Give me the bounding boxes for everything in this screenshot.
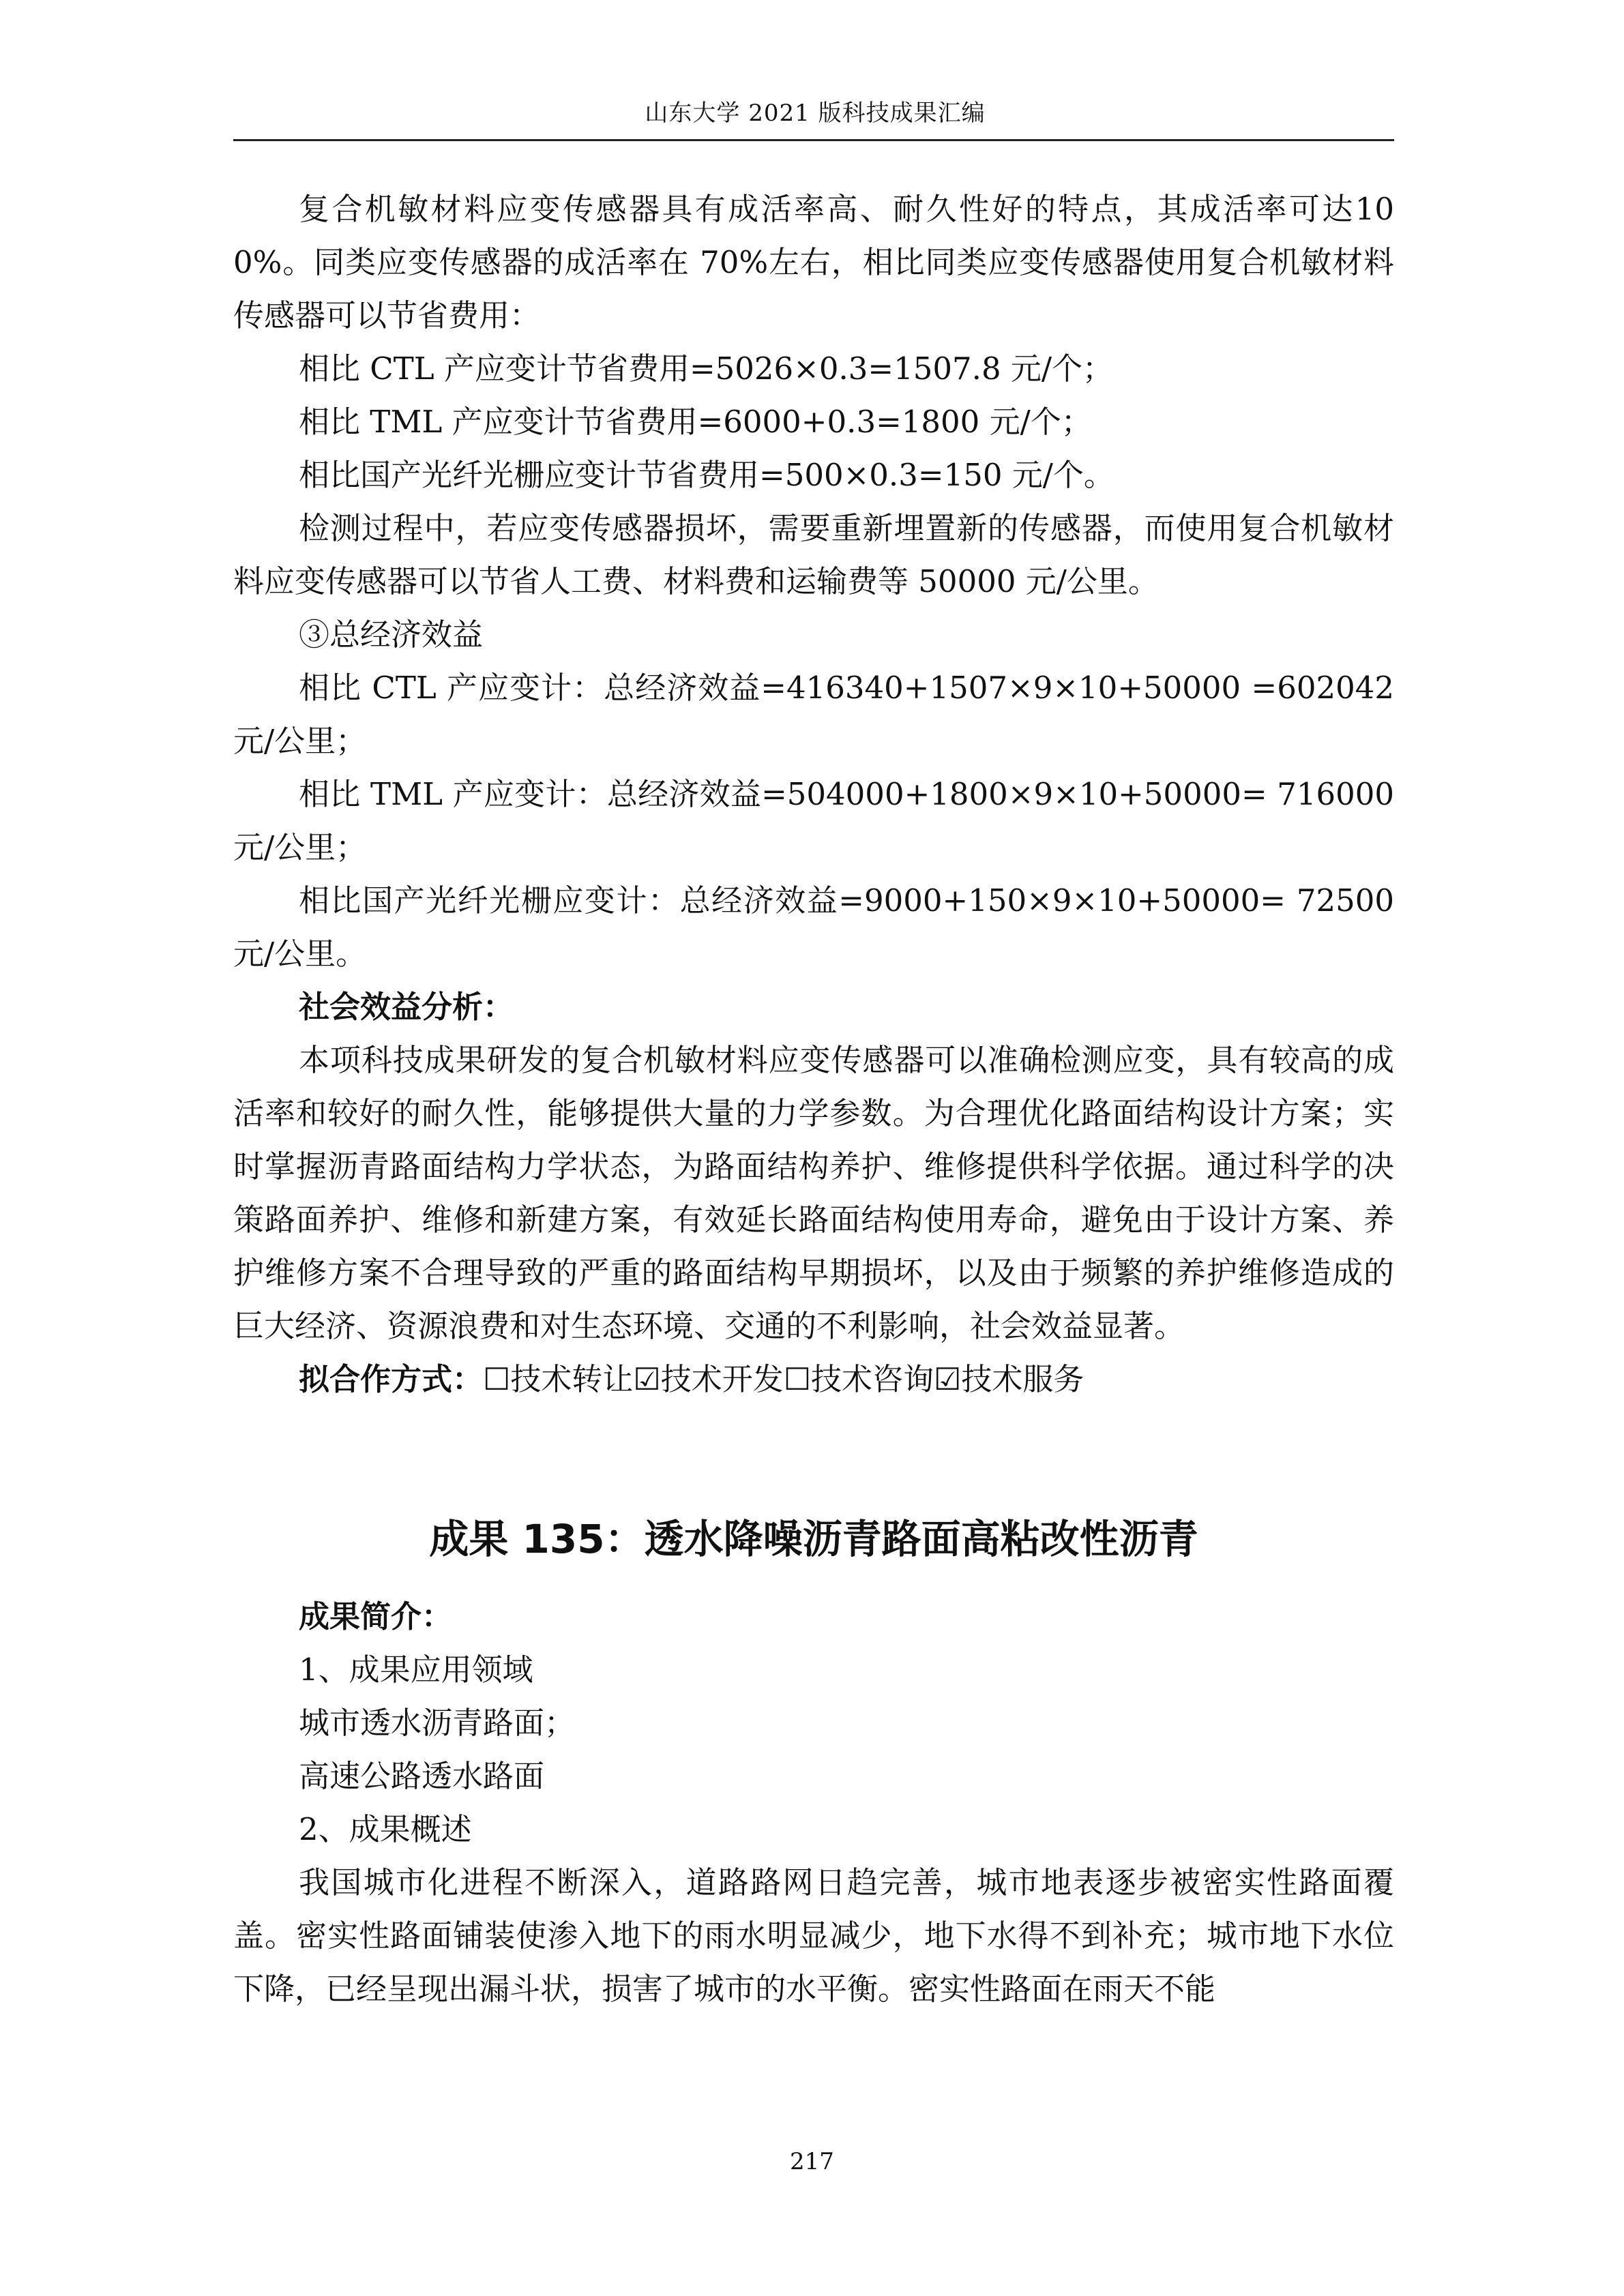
section-title: 成果 135：透水降噪沥青路面高粘改性沥青: [429, 1516, 1198, 1562]
paragraph-fbg-total: 相比国产光纤光栅应变计：总经济效益=9000+150×9×10+50000= 72500 元/公里。: [233, 882, 1394, 972]
page-number: 217: [790, 2148, 834, 2175]
paragraph-tml-saving: 相比 TML 产应变计节省费用=6000+0.3=1800 元/个；: [299, 404, 1092, 440]
intro-heading: 成果简介：: [299, 1598, 453, 1635]
overview-text: 我国城市化进程不断深入，道路路网日趋完善，城市地表逐步被密实性路面覆盖。密实性路面铺装使渗入地下的雨水明显减少，地下水得不到补充；城市地下水位下降，已经呈现出漏斗状，损害了城市的水平衡。密实性路面在雨天不能: [233, 1864, 1394, 2007]
social-benefit-text: 本项科技成果研发的复合机敏材料应变传感器可以准确检测应变，具有较高的成活率和较好的耐久性，能够提供大量的力学参数。为合理优化路面结构设计方案；实时掌握沥青路面结构力学状态，为路面结构养护、维修提供科学依据。通过科学的决策路面养护、维修和新建方案，有效延长路面结构使用寿命，避免由于设计方案、养护维修方案不合理导致的严重的路面结构早期损坏，以及由于频繁的养护维修造成的巨大经济、资源浪费和对生态环境、交通的不利影响，社会效益显著。: [233, 1042, 1394, 1344]
paragraph-total-benefit-heading: ③总经济效益: [299, 616, 484, 653]
header-rule: [233, 139, 1394, 141]
running-header: 山东大学 2021 版科技成果汇编: [645, 100, 986, 127]
paragraph-replacement-saving: 检测过程中，若应变传感器损坏，需要重新埋置新的传感器，而使用复合机敏材料应变传感器可以节省人工费、材料费和运输费等 50000 元/公里。: [233, 510, 1394, 599]
cooperation-label: 拟合作方式：: [299, 1361, 484, 1397]
overview-heading: 2、成果概述: [299, 1811, 472, 1847]
paragraph-survival-rate: 复合机敏材料应变传感器具有成活率高、耐久性好的特点，其成活率可达100%。同类应变传感器的成活率在 70%左右，相比同类应变传感器使用复合机敏材料传感器可以节省费用：: [233, 191, 1394, 333]
paragraph-tml-total: 相比 TML 产应变计：总经济效益=504000+1800×9×10+50000= 716000 元/公里；: [233, 776, 1394, 865]
application-field-highway: 高速公路透水路面: [299, 1758, 545, 1794]
application-field-city: 城市透水沥青路面；: [299, 1705, 576, 1741]
cooperation-line: [233, 1353, 1394, 1406]
page-content: [233, 183, 1394, 2016]
cooperation-options: ☐技术转让☑技术开发☐技术咨询☑技术服务: [483, 1361, 1084, 1397]
paragraph-fbg-saving: 相比国产光纤光栅应变计节省费用=500×0.3=150 元/个。: [299, 457, 1114, 493]
social-benefit-heading: 社会效益分析：: [299, 989, 514, 1025]
paragraph-ctl-saving: 相比 CTL 产应变计节省费用=5026×0.3=1507.8 元/个；: [299, 351, 1114, 387]
application-field-heading: 1、成果应用领域: [299, 1652, 533, 1688]
paragraph-ctl-total: 相比 CTL 产应变计：总经济效益=416340+1507×9×10+50000 =602042 元/公里；: [233, 670, 1394, 759]
